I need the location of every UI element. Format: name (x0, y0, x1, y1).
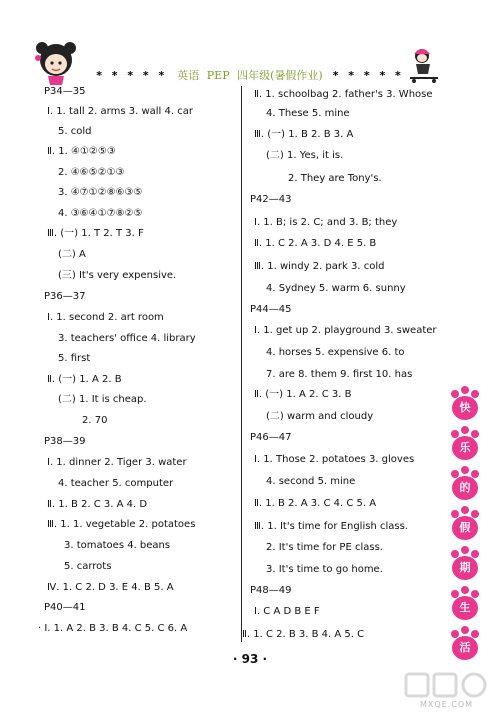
side-char: 快 (459, 401, 471, 414)
answer-line: (二) 1. It is cheap. (58, 394, 147, 405)
answer-line: P48—49 (250, 585, 292, 596)
answer-line: (三) It's very expensive. (58, 270, 177, 281)
answer-line: 5. cold (58, 126, 92, 137)
paw-icon (448, 506, 482, 542)
answer-line: 2. They are Tony's. (288, 173, 382, 184)
paw-icon (448, 386, 482, 422)
answer-line: 3. tomatoes 4. beans (64, 540, 171, 551)
header-banner (82, 62, 418, 88)
answer-line: Ⅲ. (一) 1. T 2. T 3. F (47, 228, 144, 239)
side-char: 期 (459, 561, 471, 574)
watermark-text: MXQE.COM (420, 700, 474, 709)
answer-line: Ⅱ. 1. B 2. C 3. A 4. D (47, 499, 148, 510)
paw-icon (448, 546, 482, 582)
answer-line: Ⅰ. 1. second 2. art room (47, 312, 164, 323)
side-char: 假 (459, 521, 471, 534)
answer-line: Ⅱ. 1. C 2. B 3. B 4. A 5. C (242, 629, 365, 640)
answer-line: 4. teacher 5. computer (58, 478, 174, 489)
answer-line: P42—43 (250, 194, 292, 205)
header-stars-left: * * * * * (96, 68, 168, 82)
answer-line: 5. first (58, 353, 91, 364)
answer-line: Ⅱ. 1. ④①②⑤③ (47, 146, 116, 157)
header-title: 英语 PEP 四年级 (177, 69, 271, 82)
answer-line: Ⅰ. 1. tall 2. arms 3. wall 4. car (47, 106, 193, 117)
answer-line: 5. carrots (64, 561, 112, 572)
page-number: · 93 · (232, 652, 268, 666)
answer-line: 2. ④⑥⑤②①③ (58, 167, 125, 178)
answer-line: P40—41 (44, 602, 86, 613)
answer-line: Ⅳ. 1. C 2. D 3. E 4. B 5. A (47, 582, 174, 593)
answer-line: Ⅱ. 1. B 2. A 3. C 4. C 5. A (254, 498, 377, 509)
paw-icon (448, 426, 482, 462)
answer-line: (二) A (58, 249, 86, 260)
answer-line: P38—39 (44, 436, 86, 447)
answer-line: P44—45 (250, 304, 292, 315)
answer-line: Ⅱ. 1. C 2. A 3. D 4. E 5. B (254, 238, 377, 249)
side-char: 乐 (459, 441, 471, 454)
answer-line: · Ⅰ. 1. A 2. B 3. B 4. C 5. C 6. A (38, 623, 188, 634)
answer-line: Ⅱ. (一) 1. A 2. C 3. B (254, 389, 352, 400)
side-char: 生 (459, 601, 471, 614)
answer-line: Ⅲ. 1. 1. vegetable 2. potatoes (47, 519, 196, 530)
answer-line: 3. It's time to go home. (266, 564, 383, 575)
answer-line: Ⅲ. 1. windy 2. park 3. cold (254, 261, 385, 272)
answer-line: P36—37 (44, 291, 86, 302)
answer-line: 3. teachers' office 4. library (58, 333, 196, 344)
answer-line: 2. It's time for PE class. (266, 542, 383, 553)
answer-line: Ⅰ. 1. Those 2. potatoes 3. gloves (254, 454, 415, 465)
answer-line: (二) warm and cloudy (266, 411, 374, 422)
answer-line: Ⅱ. 1. schoolbag 2. father's 3. Whose (254, 89, 433, 100)
answer-line: 4. second 5. mine (266, 476, 356, 487)
answer-line: Ⅱ. (一) 1. A 2. B (47, 374, 122, 385)
page-header (0, 0, 500, 86)
answer-line: 3. ④⑦①②⑧⑥③⑤ (58, 187, 143, 198)
header-subtitle: (暑假作业) (270, 69, 323, 82)
side-char: 的 (459, 481, 471, 494)
answer-line: Ⅲ. 1. It's time for English class. (254, 521, 408, 532)
answer-line: 2. 70 (82, 415, 108, 426)
answer-line: P46—47 (250, 432, 292, 443)
skating-kid-icon (400, 46, 446, 86)
paw-icon (448, 586, 482, 622)
answer-line: Ⅰ. C A D B E F (254, 606, 320, 617)
header-stars-right: * * * * * (332, 68, 404, 82)
answer-line: Ⅰ. 1. B; is 2. C; and 3. B; they (254, 217, 398, 228)
answer-line: 4. horses 5. expensive 6. to (266, 347, 405, 358)
paw-icon (448, 466, 482, 502)
answer-line: 4. ③⑥④①⑦⑧②⑤ (58, 208, 143, 219)
answer-line: Ⅰ. 1. dinner 2. Tiger 3. water (47, 457, 187, 468)
answer-line: (二) 1. Yes, it is. (266, 150, 344, 161)
side-char: 活 (459, 641, 471, 654)
answer-line: 4. Sydney 5. warm 6. sunny (266, 283, 406, 294)
answer-line: Ⅰ. 1. get up 2. playground 3. sweater (254, 325, 437, 336)
column-divider (241, 86, 242, 642)
answer-line: 4. These 5. mine (266, 108, 350, 119)
girl-cartoon-icon (30, 38, 82, 86)
answer-line: P34—35 (44, 86, 86, 97)
answer-line: 7. are 8. them 9. first 10. has (266, 369, 413, 380)
answer-line: Ⅲ. (一) 1. B 2. B 3. A (254, 129, 354, 140)
